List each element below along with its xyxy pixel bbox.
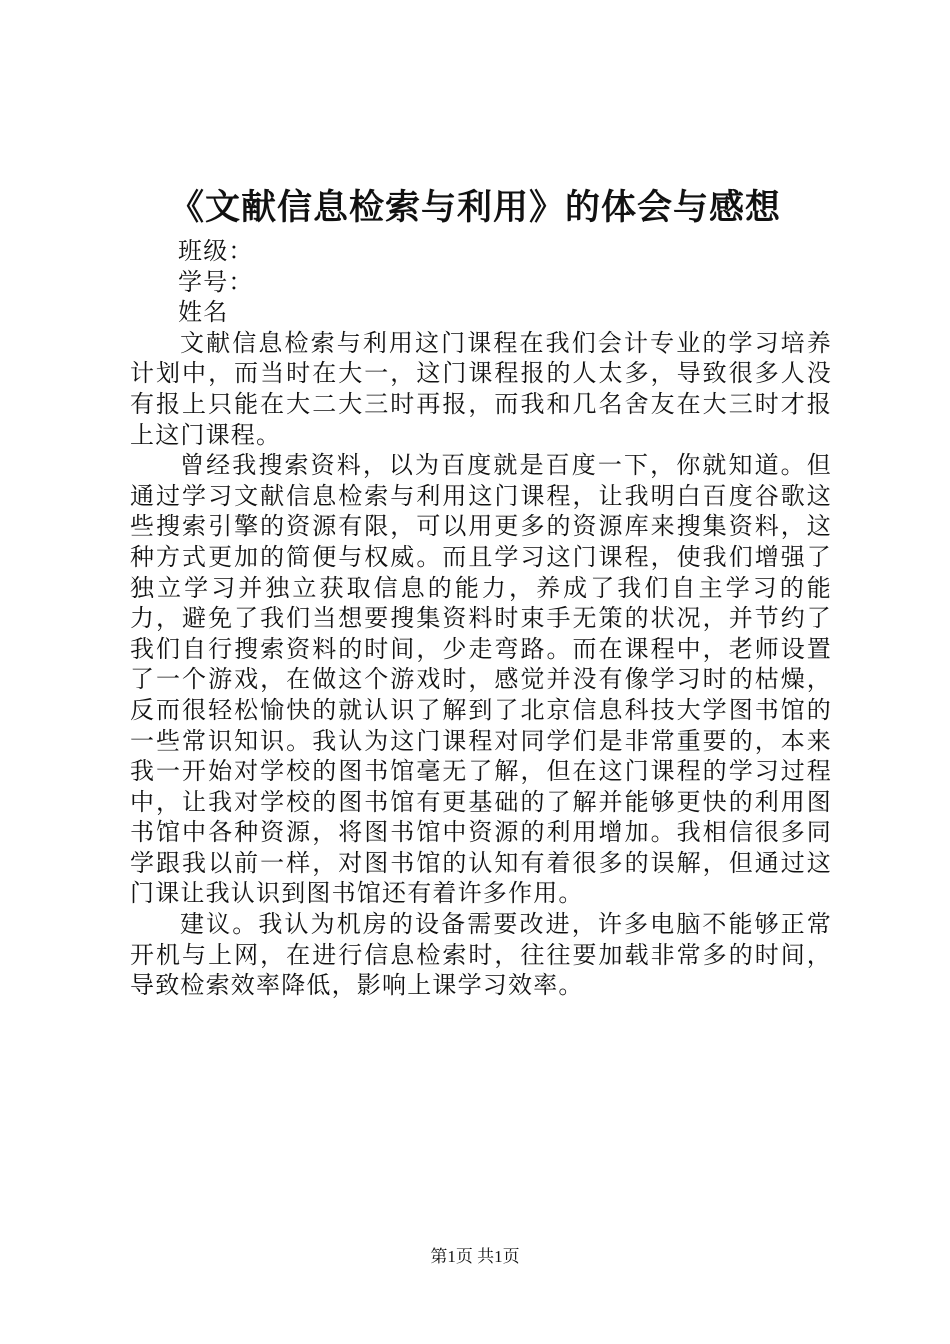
- document-body: [130, 236, 832, 1001]
- paragraph-experience: 曾经我搜索资料，以为百度就是百度一下，你就知道。但通过学习文献信息检索与利用这门课程，让我明白百度谷歌这些搜索引擎的资源有限，可以用更多的资源库来搜集资料，这种方式更加的简便与权威。而且学习这门课程，使我们增强了独立学习并独立获取信息的能力，养成了我们自主学习的能力，避免了我们当想要搜集资料时束手无策的状况，并节约了我们自行搜索资料的时间，少走弯路。而在课程中，老师设置了一个游戏，在做这个游戏时，感觉并没有像学习时的枯燥，反而很轻松愉快的就认识了解到了北京信息科技大学图书馆的一些常识知识。我认为这门课程对同学们是非常重要的，本来我一开始对学校的图书馆毫无了解，但在这门课程的学习过程中，让我对学校的图书馆有更基础的了解并能够更快的利用图书馆中各种资源，将图书馆中资源的利用增加。我相信很多同学跟我以前一样，对图书馆的认知有着很多的误解，但通过这门课让我认识到图书馆还有着许多作用。: [130, 451, 832, 908]
- paragraph-intro: 文献信息检索与利用这门课程在我们会计专业的学习培养计划中，而当时在大一，这门课程报的人太多，导致很多人没有报上只能在大二大三时再报，而我和几名舍友在大三时才报上这门课程。: [130, 328, 832, 449]
- paragraph-suggestion: 建议。我认为机房的设备需要改进，许多电脑不能够正常开机与上网，在进行信息检索时，往往要加载非常多的时间，导致检索效率降低，影响上课学习效率。: [130, 910, 832, 1000]
- page-number-footer: 第1页 共1页: [430, 1247, 520, 1266]
- class-field-label: 班级：: [178, 237, 254, 265]
- name-field-label: 姓名: [178, 298, 229, 327]
- document-title: 《文献信息检索与利用》的体会与感想: [168, 187, 781, 228]
- student-id-field-label: 学号：: [178, 267, 254, 296]
